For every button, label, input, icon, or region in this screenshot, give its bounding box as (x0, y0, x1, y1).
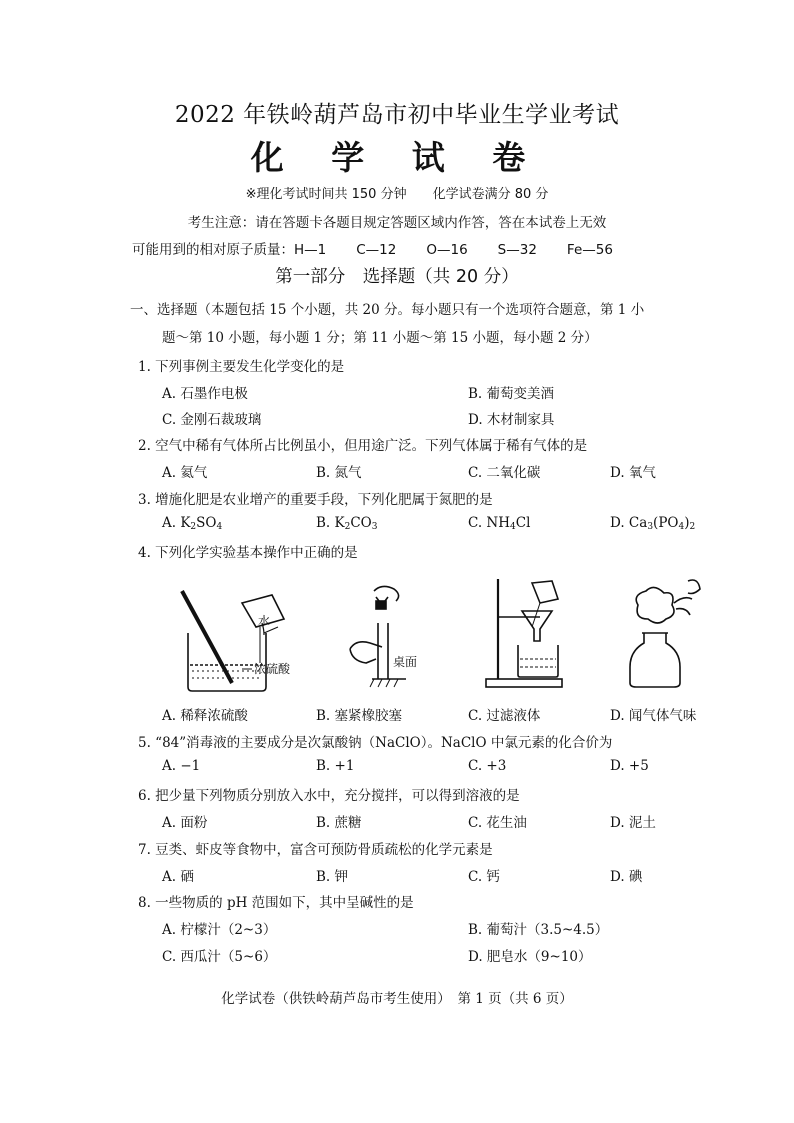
q7-option-b: B. 钾 (316, 869, 349, 885)
figure-label-water: 水 (258, 614, 271, 628)
atom-h: H—1 (294, 242, 327, 258)
atom-fe: Fe—56 (566, 242, 613, 258)
question-2-stem: 2. 空气中稀有气体所占比例虽小，但用途广泛。下列气体属于稀有气体的是 (138, 438, 588, 454)
q8-option-c: C. 西瓜汁（5~6） (162, 949, 277, 965)
question-4-stem: 4. 下列化学实验基本操作中正确的是 (138, 545, 358, 561)
q4-option-a: A. 稀释浓硫酸 (162, 708, 248, 724)
q5-option-d: D. +5 (610, 758, 649, 774)
q8-option-a: A. 柠檬汁（2~3） (162, 922, 277, 938)
figure-label-acid: 浓硫酸 (254, 662, 291, 676)
experiment-figures (160, 575, 720, 700)
q3-option-b: B. $K_2CO_3$ (316, 515, 378, 532)
q2-option-c: C. 二氧化碳 (468, 465, 541, 481)
atom-o: O—16 (426, 242, 468, 258)
atom-s: S—32 (497, 242, 537, 258)
q5-option-c: C. +3 (468, 758, 507, 774)
section-instructions-line2: 题～第 10 小题，每小题 1 分；第 11 小题～第 15 小题，每小题 2 分） (162, 330, 598, 346)
q2-option-d: D. 氧气 (610, 465, 656, 481)
q1-option-d: D. 木材制家具 (468, 412, 555, 428)
q5-option-a: A. −1 (162, 758, 201, 774)
candidate-notice: 考生注意：请在答题卡各题目规定答题区域内作答，答在本试卷上无效 (187, 215, 607, 231)
atomic-masses (132, 238, 613, 258)
figure-a-dilution (182, 591, 284, 691)
q1-option-c: C. 金刚石裁玻璃 (162, 412, 262, 428)
question-1-stem: 1. 下列事例主要发生化学变化的是 (138, 359, 345, 375)
question-5-stem: 5. “84”消毒液的主要成分是次氯酸钠（NaClO）。NaClO 中氯元素的化合价为 (138, 735, 613, 751)
q6-option-a: A. 面粉 (162, 815, 208, 831)
q6-option-c: C. 花生油 (468, 815, 527, 831)
question-8-stem: 8. 一些物质的 pH 范围如下，其中呈碱性的是 (138, 895, 414, 911)
figure-c-filtration (486, 579, 562, 687)
atom-c: C—12 (356, 242, 397, 258)
q6-option-d: D. 泥土 (610, 815, 656, 831)
figure-d-smell (630, 580, 700, 687)
exam-info (0, 183, 794, 202)
q2-option-b: B. 氮气 (316, 465, 362, 481)
subject-title: 化 学 试 卷 (250, 138, 544, 177)
q3-option-a: A. $K_2SO_4$ (162, 515, 223, 532)
q2-option-a: A. 氦气 (162, 465, 208, 481)
question-7-stem: 7. 豆类、虾皮等食物中，富含可预防骨质疏松的化学元素是 (138, 842, 493, 858)
q4-option-c: C. 过滤液体 (468, 708, 541, 724)
q5-option-b: B. +1 (316, 758, 355, 774)
page-footer: 化学试卷（供铁岭葫芦岛市考生使用） 第 1 页（共 6 页） (221, 991, 573, 1007)
part-title: 第一部分 选择题（共 20 分） (275, 267, 519, 287)
figure-label-table: 桌面 (393, 655, 418, 669)
q1-option-b: B. 葡萄变美酒 (468, 386, 555, 402)
q1-option-a: A. 石墨作电极 (162, 386, 248, 402)
section-instructions-line1: 一、选择题（本题包括 15 个小题，共 20 分。每小题只有一个选项符合题意，第 1 小 (130, 302, 645, 318)
q7-option-c: C. 钙 (468, 869, 500, 885)
q6-option-b: B. 蔗糖 (316, 815, 362, 831)
exam-title: 2022 年铁岭葫芦岛市初中毕业生学业考试 (174, 102, 620, 128)
question-3-stem: 3. 增施化肥是农业增产的重要手段，下列化肥属于氮肥的是 (138, 492, 493, 508)
q4-option-d: D. 闻气体气味 (610, 708, 697, 724)
q3-option-c: C. $NH_4Cl$ (468, 515, 531, 532)
q7-option-d: D. 碘 (610, 869, 643, 885)
q7-option-a: A. 硒 (162, 869, 194, 885)
figure-b-stopper (350, 586, 406, 687)
q8-option-b: B. 葡萄汁（3.5~4.5） (468, 922, 609, 938)
score-note: 化学试卷满分 80 分 (432, 187, 549, 202)
q8-option-d: D. 肥皂水（9~10） (468, 949, 592, 965)
q4-option-b: B. 塞紧橡胶塞 (316, 708, 403, 724)
atoms-label: 可能用到的相对原子质量： (132, 242, 294, 258)
time-note: ※理化考试时间共 150 分钟 (245, 187, 407, 202)
question-6-stem: 6. 把少量下列物质分别放入水中，充分搅拌，可以得到溶液的是 (138, 788, 520, 804)
q3-option-d: D. $Ca_3(PO_4)_2$ (610, 515, 696, 532)
